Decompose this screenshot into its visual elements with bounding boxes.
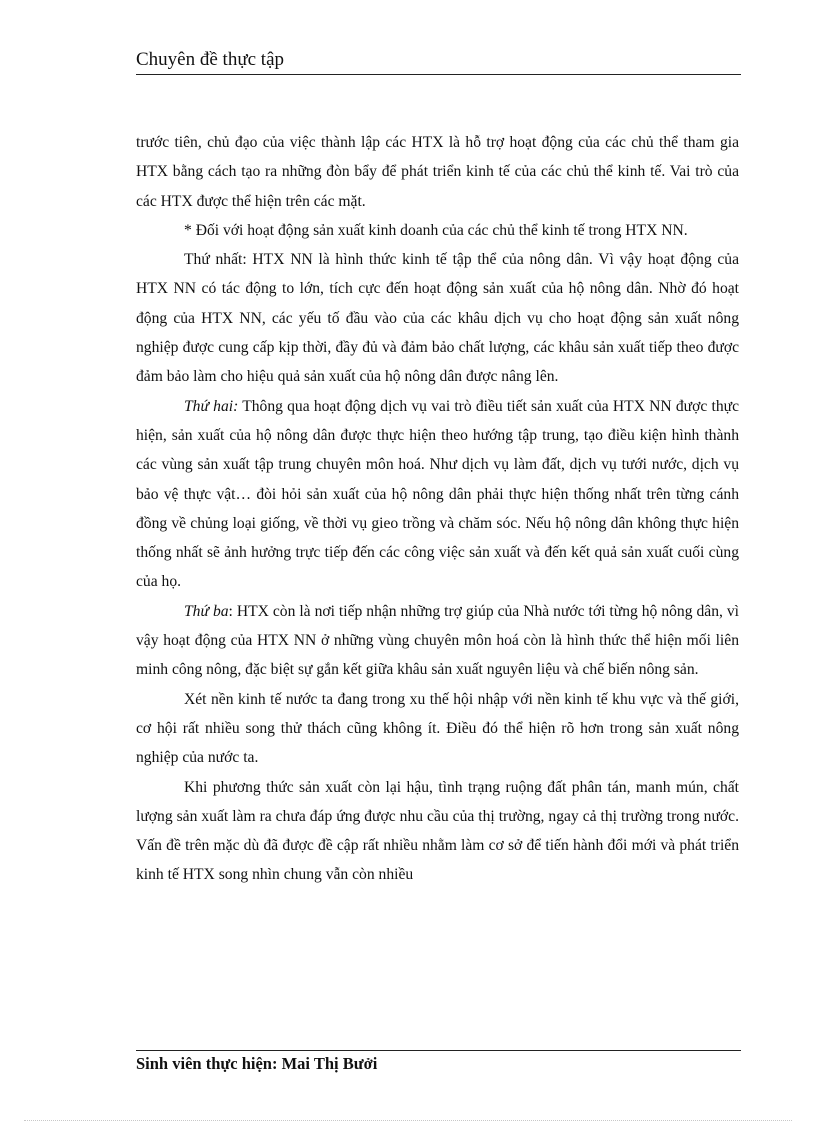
paragraph-text: * Đối với hoạt động sản xuất kinh doanh của các chủ thể kinh tế trong HTX NN. — [184, 221, 688, 239]
footer-divider — [136, 1050, 741, 1051]
paragraph-context — [136, 685, 739, 773]
paragraph-lead-italic: Thứ ba — [184, 602, 229, 620]
paragraph-second-role — [136, 392, 739, 597]
paragraph-challenges — [136, 773, 739, 890]
paragraph-first-role — [136, 245, 739, 391]
header-divider — [136, 74, 741, 75]
paragraph-heading-note — [136, 216, 739, 245]
paragraph-text: Xét nền kinh tế nước ta đang trong xu thế hội nhập với nền kinh tế khu vực và thế giới, cơ hội rất nhiều song thử thách cũng không ít. Điều đó thể hiện rõ hơn trong sản xuất nông nghiệp của nước ta. — [136, 690, 739, 767]
paragraph-text: Khi phương thức sản xuất còn lại hậu, tình trạng ruộng đất phân tán, manh mún, chất lượng sản xuất làm ra chưa đáp ứng được nhu cầu của thị trường, ngay cả thị trường trong nước. Vấn đề trên mặc dù đã được đề cập rất nhiều nhằm làm cơ sở để tiến hành đổi mới và phát triển kinh tế HTX song nhìn chung vẫn còn nhiều — [136, 778, 739, 884]
paragraph-text: : HTX còn là nơi tiếp nhận những trợ giúp của Nhà nước tới từng hộ nông dân, vì vậy hoạt động của HTX NN ở những vùng chuyên môn hoá còn là hình thức thể hiện mối liên minh công nông, đặc biệt sự gắn kết giữa khâu sản xuất nguyên liệu và chế biến nông sản. — [136, 602, 739, 679]
paragraph-continuation — [136, 128, 739, 216]
paragraph-lead-italic: Thứ hai: — [184, 397, 239, 415]
paragraph-text: Thông qua hoạt động dịch vụ vai trò điều tiết sản xuất của HTX NN được thực hiện, sản xuất của hộ nông dân được thực hiện theo hướng tập trung, tạo điều kiện hình thành các vùng sản xuất tập trung chuyên môn hoá. Như dịch vụ làm đất, dịch vụ tưới nước, dịch vụ bảo vệ thực vật… đòi hỏi sản xuất của hộ nông dân phải thực hiện thống nhất trên từng cánh đồng về chủng loại giống, về thời vụ gieo trồng và chăm sóc. Nếu hộ nông dân không thực hiện thống nhất sẽ ảnh hưởng trực tiếp đến các công việc sản xuất và đến kết quả sản xuất cuối cùng của họ. — [136, 397, 739, 591]
paragraph-third-role — [136, 597, 739, 685]
paragraph-text: Thứ nhất: HTX NN là hình thức kinh tế tập thể của nông dân. Vì vậy hoạt động của HTX NN có tác động to lớn, tích cực đến hoạt động sản xuất của hộ nông dân. Nhờ đó hoạt động của HTX NN, các yếu tố đầu vào của các khâu dịch vụ cho hoạt động sản xuất nông nghiệp được cung cấp kịp thời, đầy đủ và đảm bảo chất lượng, các khâu sản xuất tiếp theo được đảm bảo làm cho hiệu quả sản xuất của hộ nông dân được nâng lên. — [136, 251, 739, 386]
page-header-title: Chuyên đề thực tập — [136, 49, 285, 70]
footer-author: Sinh viên thực hiện: Mai Thị Bưởi — [136, 1054, 378, 1073]
paragraph-text: trước tiên, chủ đạo của việc thành lập các HTX là hỗ trợ hoạt động của các chủ thể tham gia HTX bằng cách tạo ra những đòn bẩy để phát triển kinh tế của các chủ thể kinh tế. Vai trò của các HTX được thể hiện trên các mặt. — [136, 134, 739, 210]
document-body — [136, 128, 739, 890]
page-edge-dotted-line — [24, 1120, 792, 1121]
